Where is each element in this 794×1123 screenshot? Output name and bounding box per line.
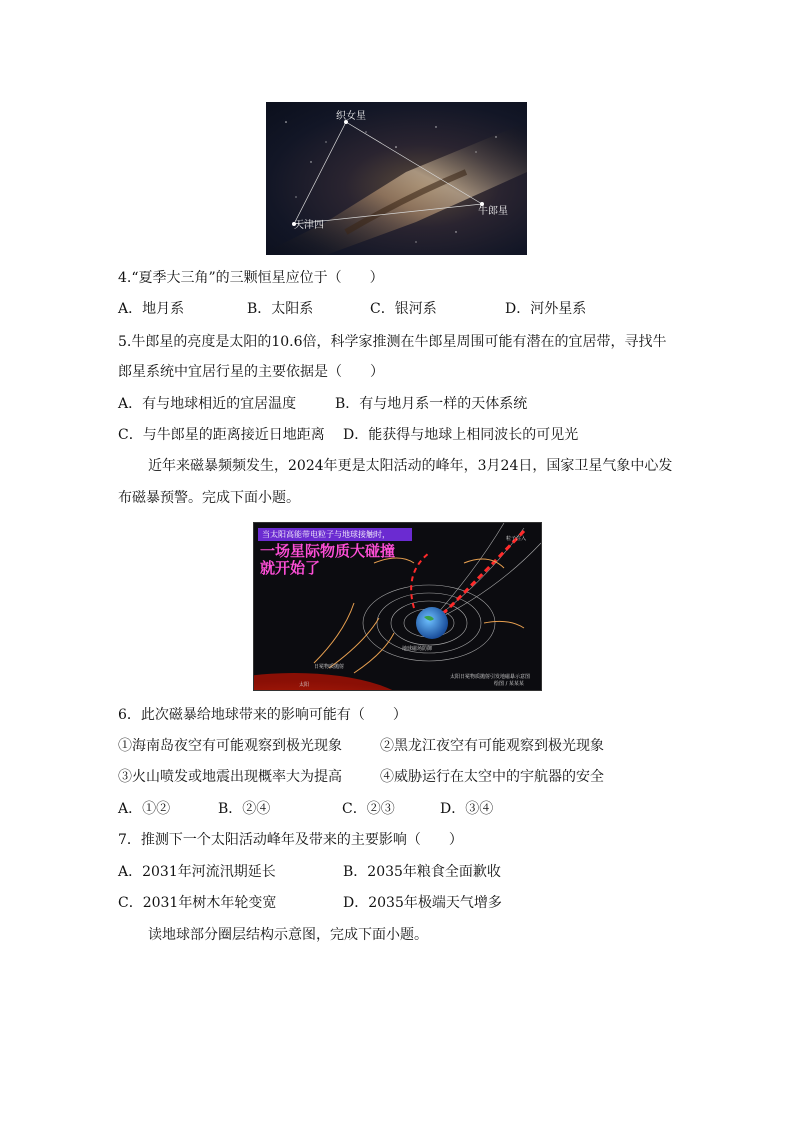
label-radiation: 日冕物质抛射 <box>314 664 345 670</box>
q6-item-2: ②黑龙江夜空有可能观察到极光现象 <box>380 738 604 754</box>
q5-stem-line2: 郎星系统中宜居行星的主要依据是（ ） <box>118 364 384 380</box>
milky-way-svg <box>266 102 527 255</box>
q4-option-c: C．银河系 <box>370 301 437 317</box>
milky-way-band <box>266 122 527 255</box>
q7-stem: 7．推测下一个太阳活动峰年及带来的主要影响（ ） <box>118 832 463 848</box>
q4-option-d: D．河外星系 <box>505 301 587 317</box>
q7-option-a: A．2031年河流汛期延长 <box>118 864 276 880</box>
q6-stem: 6．此次磁暴给地球带来的影响可能有（ ） <box>118 707 407 723</box>
poster-title-line2: 就开始了 <box>260 559 321 577</box>
q7-option-c: C．2031年树木年轮变宽 <box>118 895 277 911</box>
q4-stem: 4.“夏季大三角”的三颗恒星应位于（ ） <box>118 270 384 286</box>
poster-header: 当太阳高能带电粒子与地球接触时， <box>258 528 412 541</box>
q5-option-d: D．能获得与地球上相同波长的可见光 <box>343 427 579 443</box>
q6-item-4: ④威胁运行在太空中的宇航器的安全 <box>380 769 604 785</box>
poster-title <box>260 543 395 577</box>
q7-option-d: D．2035年极端天气增多 <box>343 895 502 911</box>
poster-caption: 太阳日冕物质抛射引发地磁暴示意图 <box>450 674 531 680</box>
label-sun: 太阳 <box>299 682 310 688</box>
altair-label: 牛郎星 <box>478 206 508 217</box>
passage1-line1: 近年来磁暴频频发生，2024年更是太阳活动的峰年，3月24日，国家卫星气象中心发 <box>148 458 673 474</box>
q5-option-c: C．与牛郎星的距离接近日地距离 <box>118 427 325 443</box>
q4-option-a: A．地月系 <box>118 301 185 317</box>
q4-option-b: B．太阳系 <box>247 301 314 317</box>
label-magnetosphere: 地球磁场防御 <box>402 646 433 652</box>
poster-credit: 绘图 / 某某某 <box>494 681 524 687</box>
passage1-line2: 布磁暴预警。完成下面小题。 <box>118 490 300 506</box>
particle-path-2 <box>411 553 429 608</box>
q7-option-b: B．2035年粮食全面歉收 <box>343 864 501 880</box>
summer-triangle-photo <box>266 102 527 255</box>
sun-shape <box>254 673 414 690</box>
vega-label: 织女星 <box>336 111 366 122</box>
poster-title-line1: 一场星际物质大碰撞 <box>260 542 396 560</box>
q6-option-a: A．①② <box>118 801 171 817</box>
passage2-line1: 读地球部分圈层结构示意图，完成下面小题。 <box>148 927 428 943</box>
q5-stem-line1: 5.牛郎星的亮度是太阳的10.6倍，科学家推测在牛郎星周围可能有潜在的宜居带，寻找牛 <box>118 334 667 350</box>
q6-option-b: B．②④ <box>218 801 271 817</box>
deneb-label: 天津四 <box>294 220 324 231</box>
q6-option-d: D．③④ <box>440 801 494 817</box>
q5-option-b: B．有与地月系一样的天体系统 <box>335 396 528 412</box>
label-particles: 粒子注入 <box>506 536 527 542</box>
q6-item-1: ①海南岛夜空有可能观察到极光现象 <box>118 738 342 754</box>
earth-shape <box>416 607 448 639</box>
q6-item-3: ③火山喷发或地震出现概率大为提高 <box>118 769 342 785</box>
q5-option-a: A．有与地球相近的宜居温度 <box>118 396 297 412</box>
magnetic-storm-poster <box>253 522 542 691</box>
q6-option-c: C．②③ <box>342 801 395 817</box>
